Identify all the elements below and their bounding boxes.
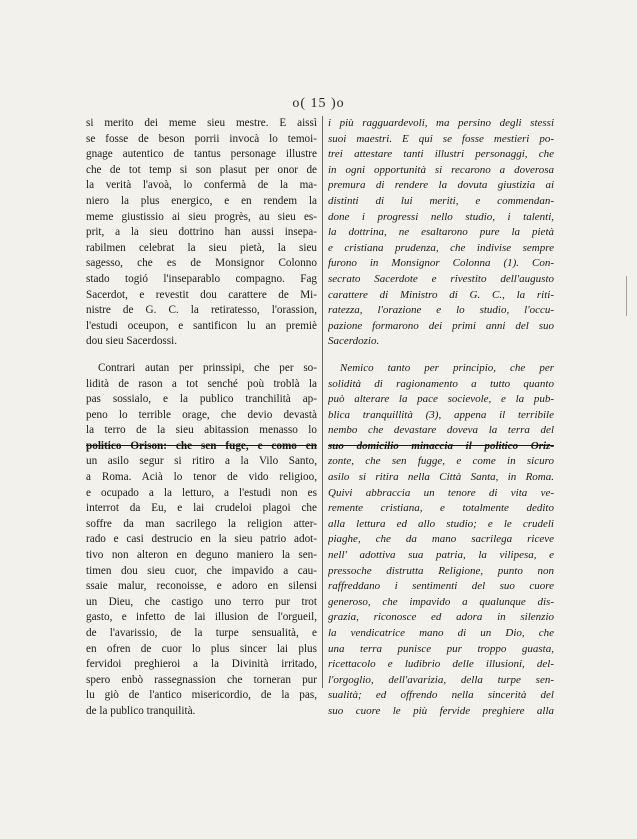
text-line: e cristiana prudenza, che indivise sempre <box>328 241 554 254</box>
text-line: l'orgoglio, dell'avarizia, della turpe sen- <box>328 673 554 686</box>
text-line: zonte, che sen fugge, e come in sicuro <box>328 455 554 468</box>
right-paragraph-1 <box>328 116 554 350</box>
left-paragraph-1 <box>86 116 317 350</box>
text-line: timen dou sieu cuor, che impavido a cau- <box>86 564 317 577</box>
right-column <box>328 116 554 720</box>
text-line: nell' adottiva sua patria, la vilipesa, e <box>328 549 554 562</box>
text-line: de la publico tranquilità. <box>86 704 196 717</box>
text-line: meme giustissio ai sieu progrès, au sieu es- <box>86 210 317 223</box>
text-line: l'estudi oceupon, e santificon lu an premiè <box>86 319 317 332</box>
text-line: remente cristiana, e totalmente dedito <box>328 502 554 515</box>
text-line: piaghe, che da mano sacrilega riceve <box>328 533 554 546</box>
text-line: niero la plus energico, e en rendem la <box>86 194 317 207</box>
text-line: de l'avarissio, de la turpe sensualità, e <box>86 627 317 639</box>
text-line: distinti di lui meriti, e commendan- <box>328 194 554 207</box>
text-line: che de tot temp si son plasut per onor de <box>86 163 317 176</box>
column-divider <box>322 116 323 688</box>
text-line: Contrari autan per prinssipi, che per so- <box>98 361 317 374</box>
text-line: la terro de la sieu abitassion menasso lo <box>86 424 317 437</box>
text-line: asilo si ritira nella Città Santa, in Roma. <box>328 471 554 484</box>
text-line: la verità l'avoà, lo confermà de la ma- <box>86 179 317 192</box>
right-paragraph-2 <box>328 361 554 720</box>
text-line: fervidoi preghieroi a la Divinità irritado, <box>86 658 317 671</box>
text-line: sualità; ed offrendo nella sincerità del <box>328 689 554 702</box>
text-line: secrato Sacerdote e rivestito dell'augusto <box>328 272 554 285</box>
text-line: un asilo segur si ritiro a la Vilo Santo, <box>86 455 317 468</box>
text-line: a Roma. Acià lo tenor de vido religioo, <box>86 471 317 484</box>
text-line: done i progressi nello studio, i talenti, <box>328 210 554 223</box>
text-line: nembo che devastare doveva la terra del <box>328 424 554 437</box>
text-line: prit, a la sieu dottrino han aussi insepa- <box>86 226 317 239</box>
text-line: Nemico tanto per principio, che per <box>340 361 554 374</box>
left-column <box>86 116 317 720</box>
text-line: e ocupado a la letturo, a l'estudi non es <box>86 486 317 499</box>
text-line: solidità di ragionamento a tutto quanto <box>328 377 554 390</box>
text-line: peno lo terrible orage, che devio devastà <box>86 408 317 421</box>
text-line: si merito dei meme sieu mestre. E aissì <box>86 117 317 129</box>
text-line: suoi maestri. E qui se fosse mestieri po- <box>328 132 554 145</box>
text-line: premura di rendere la dovuta giustizia ai <box>328 179 554 192</box>
text-line: pazione formarono dei primi anni del suo <box>328 319 554 332</box>
text-line: trei attestare tanti illustri personaggi, che <box>328 148 554 161</box>
text-line: blica tranquillità (3), appena il terribile <box>328 408 554 421</box>
page-edge-mark <box>626 276 627 316</box>
text-line: rabilmen celebrat la sieu pietà, la sieu <box>86 241 317 254</box>
text-line: i più ragguardevoli, ma persino degli stessi <box>328 117 554 129</box>
text-line: ssaie malur, reconoisse, e adoro en silensi <box>86 580 317 593</box>
left-paragraph-2 <box>86 361 317 720</box>
text-line: stado togió l'inseparablo compagno. Fag <box>86 272 317 285</box>
text-line: ricettacolo e ludibrio delle illusioni, del- <box>328 658 554 671</box>
text-line: rado e casi destrucio en la sieu patrio adot- <box>86 533 317 546</box>
text-line: generoso, che impavido a qualunque dis- <box>328 595 554 608</box>
text-line: gasto, e infetto de lai illusion de l'orgueil, <box>86 611 317 624</box>
text-line: dou sieu Sacerdossi. <box>86 335 178 348</box>
text-line: un Dieu, che castigo uno terro pur trot <box>86 595 317 608</box>
struck-text-line: suo domicilio minaccia il politico Oriz- <box>328 439 554 452</box>
text-line: carattere di Ministro di G. C., la riti- <box>328 288 554 301</box>
text-line: in ogni opportunità si recarono a doverosa <box>328 163 554 176</box>
text-line: soffre da man sacrilego la religion atter- <box>86 517 317 530</box>
text-line: grazia, riconosce ed adora in silenzio <box>328 611 554 624</box>
text-line: furono in Monsignor Colonna (1). Con- <box>328 257 554 270</box>
text-line: Sacerdozio. <box>328 335 380 348</box>
text-line: Quivi abbraccia un tenore di vita ve- <box>328 486 554 499</box>
text-line: sagesso, che es de Monsignor Colonno <box>86 257 317 270</box>
text-line: raffreddano i sentimenti del suo cuore <box>328 580 554 593</box>
text-line: spero enbò rassegnassion che torneran pur <box>86 673 317 686</box>
text-line: pressoche distrutta Religione, punto non <box>328 564 554 577</box>
text-line: interrot da Eu, e lai crudeloi plagoi che <box>86 502 317 515</box>
text-line: en ofren de cuor lo plus sincer lai plus <box>86 642 317 655</box>
text-line: lu giò de l'antico misericordio, de la pas, <box>86 689 317 702</box>
page-number: o( 15 )o <box>292 96 345 111</box>
text-line: nistre de G. C. la retiratesso, l'orassion, <box>86 304 317 317</box>
text-line: la dottrina, ne esaltarono pure la pietà <box>328 226 554 239</box>
text-line: tivo non alteron en deguno maniero la sen- <box>86 549 317 562</box>
text-line: lidità de rason a tot senché poù troblà la <box>86 377 317 390</box>
text-line: alla lettura ed allo studio; e le crudeli <box>328 517 554 530</box>
text-line: suo cuore le più fervide preghiere alla <box>328 704 554 717</box>
struck-text-line: politico Orison: che sen fuge, e como en <box>86 439 317 452</box>
text-line: Sacerdot, e revestit dou carattere de Mi- <box>86 288 317 301</box>
text-line: gnage autentico de tantus personage illustre <box>86 148 317 161</box>
text-line: se fosse de beson porrii invocà lo temoi- <box>86 132 317 145</box>
text-line: può alterare la pace socievole, e la pub- <box>328 393 554 406</box>
text-line: pas sossialo, e la publico tranchilità ap- <box>86 393 317 406</box>
text-line: una terra punisce pur troppo guasta, <box>328 642 554 655</box>
text-line: la vendicatrice mano di un Dio, che <box>328 627 554 639</box>
text-line: ratezza, l'orazione e lo studio, l'occu- <box>328 304 554 317</box>
